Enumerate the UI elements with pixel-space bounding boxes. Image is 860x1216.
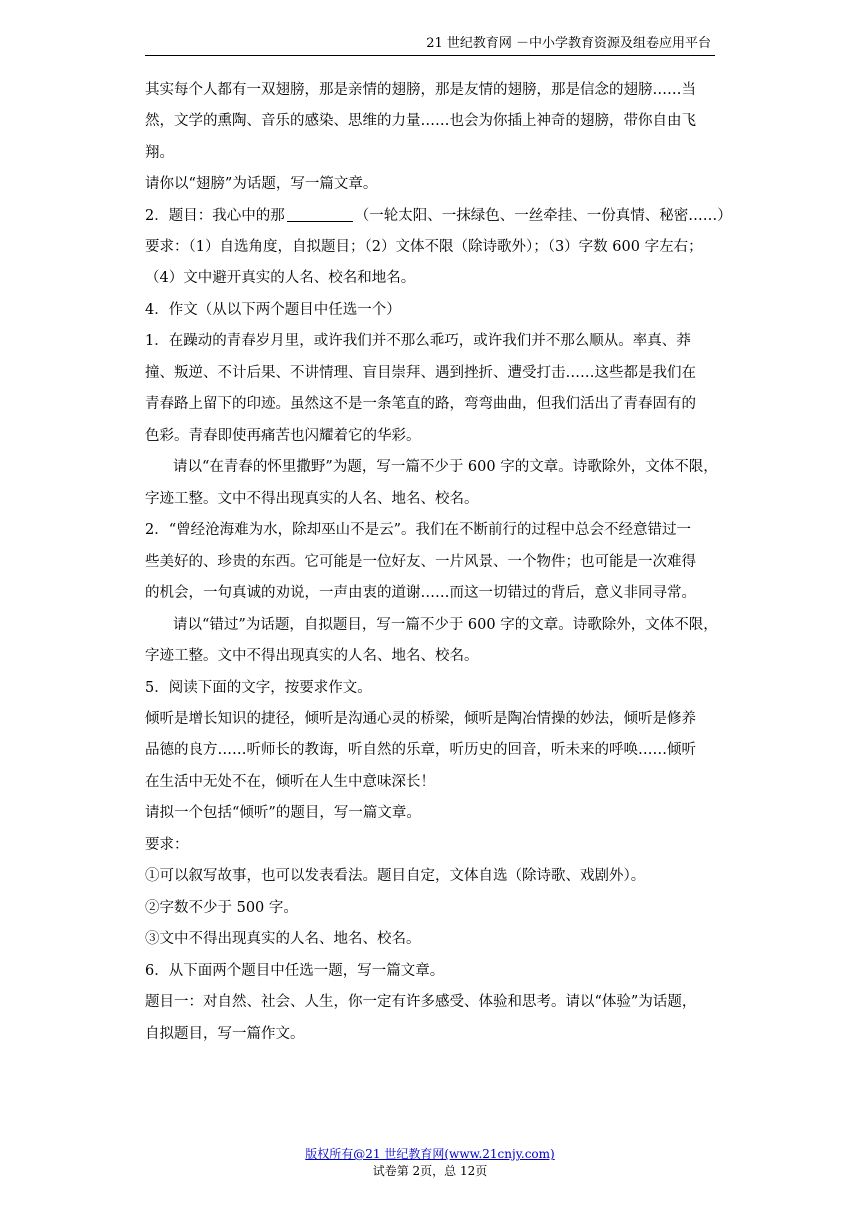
text-line: 要求： bbox=[145, 837, 189, 853]
text-line: 的机会，一句真诚的劝说，一声由衷的道谢……而这一切错过的背后，意义非同寻常。 bbox=[145, 585, 696, 601]
text-line: 翔。 bbox=[145, 145, 174, 161]
text-line: 倾听是增长知识的捷径，倾听是沟通心灵的桥梁，倾听是陶冶情操的妙法，倾听是修养 bbox=[145, 711, 696, 727]
question-2-title bbox=[145, 206, 732, 226]
header-title: 21 世纪教育网 －中小学教育资源及组卷应用平台 bbox=[426, 36, 711, 51]
text-line: 4．作文（从以下两个题目中任选一个） bbox=[145, 302, 401, 318]
text-line: ②字数不少于 500 字。 bbox=[145, 900, 298, 916]
text-line: 6．从下面两个题目中任选一题，写一篇文章。 bbox=[145, 963, 445, 979]
text-line: ③文中不得出现真实的人名、地名、校名。 bbox=[145, 931, 421, 947]
text-line: 题目一：对自然、社会、人生，你一定有许多感受、体验和思考。请以“体验”为话题， bbox=[145, 994, 697, 1010]
text-segment: 2．题目：我心中的那 bbox=[145, 208, 285, 224]
text-line: 其实每个人都有一双翅膀，那是亲情的翅膀，那是友情的翅膀，那是信念的翅膀……当 bbox=[145, 82, 696, 98]
page-number: 试卷第 2页，总 12页 bbox=[372, 1164, 488, 1178]
text-line: 2．“曾经沧海难为水，除却巫山不是云”。我们在不断前行的过程中总会不经意错过一 bbox=[145, 522, 692, 538]
text-line: 要求：（1）自选角度，自拟题目；（2）文体不限（除诗歌外）；（3）字数 600 字左右； bbox=[145, 239, 703, 255]
text-line: （4）文中避开真实的人名、校名和地名。 bbox=[145, 270, 416, 286]
text-line: 撞、叛逆、不计后果、不讲情理、盲目崇拜、遇到挫折、遭受打击……这些都是我们在 bbox=[145, 365, 696, 381]
text-line: 请你以“翅膀”为话题，写一篇文章。 bbox=[145, 176, 378, 192]
text-line: 1．在躁动的青春岁月里，或许我们并不那么乖巧，或许我们并不那么顺从。率真、莽 bbox=[145, 333, 691, 349]
text-line: ①可以叙写故事，也可以发表看法。题目自定，文体自选（除诗歌、戏剧外）。 bbox=[145, 868, 646, 884]
text-line: 字迹工整。文中不得出现真实的人名、地名、校名。 bbox=[145, 491, 479, 507]
text-line: 然，文学的熏陶、音乐的感染、思维的力量……也会为你插上神奇的翅膀，带你自由飞 bbox=[145, 113, 696, 129]
text-line: 请以“错过”为话题，自拟题目，写一篇不少于 600 字的文章。诗歌除外，文体不限， bbox=[173, 617, 718, 633]
text-line: 自拟题目，写一篇作文。 bbox=[145, 1026, 305, 1042]
page-footer bbox=[0, 1146, 860, 1180]
text-line: 5．阅读下面的文字，按要求作文。 bbox=[145, 680, 372, 696]
text-line: 品德的良方……听师长的教诲，听自然的乐章，听历史的回音，听未来的呼唤……倾听 bbox=[145, 742, 696, 758]
text-line: 青春路上留下的印迹。虽然这不是一条笔直的路，弯弯曲曲，但我们活出了青春固有的 bbox=[145, 396, 696, 412]
text-line: 请以“在青春的怀里撒野”为题，写一篇不少于 600 字的文章。诗歌除外，文体不限， bbox=[173, 459, 718, 475]
fill-in-blank bbox=[287, 207, 353, 222]
page-header bbox=[145, 34, 715, 56]
text-line: 些美好的、珍贵的东西。它可能是一位好友、一片风景、一个物件；也可能是一次难得 bbox=[145, 554, 696, 570]
copyright-link[interactable]: 版权所有@21 世纪教育网(www.21cnjy.com) bbox=[305, 1147, 555, 1161]
text-line: 在生活中无处不在，倾听在人生中意味深长！ bbox=[145, 774, 435, 790]
text-line: 色彩。青春即使再痛苦也闪耀着它的华彩。 bbox=[145, 428, 421, 444]
text-line: 字迹工整。文中不得出现真实的人名、地名、校名。 bbox=[145, 648, 479, 664]
text-segment: （一轮太阳、一抹绿色、一丝牵挂、一份真情、秘密……） bbox=[354, 208, 732, 224]
text-line: 请拟一个包括“倾听”的题目，写一篇文章。 bbox=[145, 805, 421, 821]
